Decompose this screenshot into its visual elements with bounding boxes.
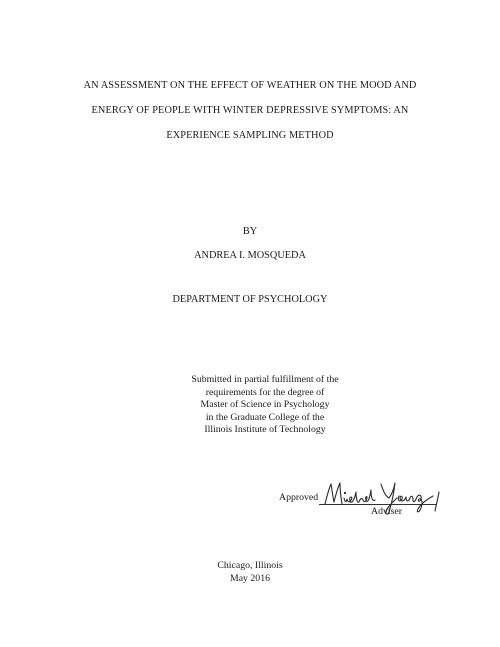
thesis-title bbox=[0, 73, 500, 148]
department-name: DEPARTMENT OF PSYCHOLOGY bbox=[172, 294, 328, 305]
author-name: ANDREA I. MOSQUEDA bbox=[194, 250, 306, 261]
submission-statement bbox=[0, 374, 500, 437]
submission-line-3: Master of Science in Psychology bbox=[200, 399, 330, 411]
approved-label: Approved bbox=[279, 492, 319, 503]
title-line-1: AN ASSESSMENT ON THE EFFECT OF WEATHER ON THE MOOD AND bbox=[83, 80, 417, 91]
adviser-label: Adviser bbox=[371, 506, 403, 517]
location: Chicago, Illinois bbox=[217, 560, 283, 571]
submission-line-5: Illinois Institute of Technology bbox=[204, 424, 326, 436]
approval-block bbox=[279, 478, 479, 518]
submission-line-4: in the Graduate College of the bbox=[205, 411, 325, 423]
title-line-3: EXPERIENCE SAMPLING METHOD bbox=[166, 130, 334, 141]
by-label: BY bbox=[242, 226, 258, 237]
submission-line-1: Submitted in partial fulfillment of the bbox=[191, 374, 339, 385]
title-line-2: ENERGY OF PEOPLE WITH WINTER DEPRESSIVE SYMPTOMS: AN bbox=[91, 105, 409, 116]
submission-line-2: requirements for the degree of bbox=[205, 386, 325, 398]
date: May 2016 bbox=[229, 573, 270, 584]
